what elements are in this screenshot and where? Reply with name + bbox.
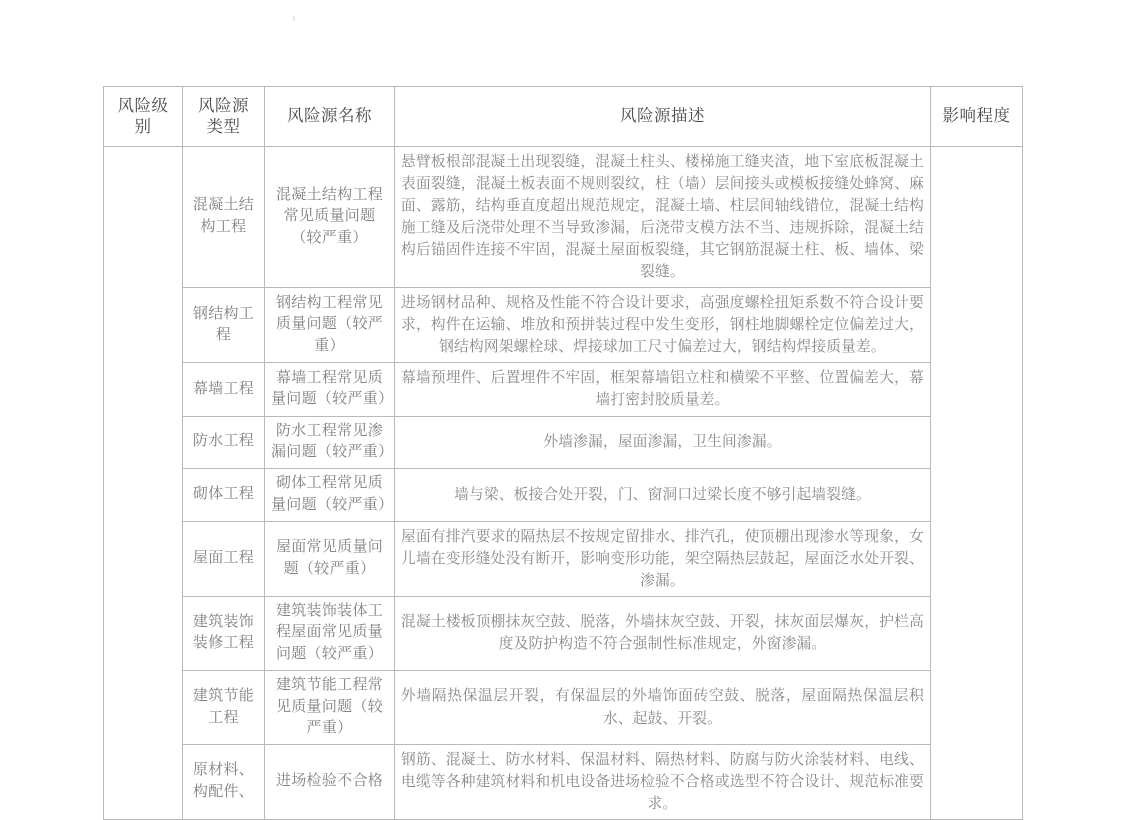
column-header-risk-source-description: 风险源描述 bbox=[395, 87, 931, 147]
cell-impact-degree bbox=[931, 147, 1023, 820]
cell-risk-source-name: 砌体工程常见质量问题（较严重） bbox=[265, 469, 395, 522]
column-header-risk-level: 风险级别 bbox=[104, 87, 183, 147]
cell-risk-level bbox=[104, 147, 183, 820]
cell-risk-source-description: 钢筋、混凝土、防水材料、保温材料、隔热材料、防腐与防火涂装材料、电线、电缆等各种建筑材料和机电设备进场检验不合格或选型不符合设计、规范标准要求。 bbox=[395, 745, 931, 820]
column-header-impact-degree: 影响程度 bbox=[931, 87, 1023, 147]
table-row bbox=[104, 363, 1023, 416]
cell-risk-source-name: 建筑装饰装体工程屋面常见质量问题（较严重） bbox=[265, 596, 395, 670]
table-row bbox=[104, 745, 1023, 820]
column-header-type-line1: 风险源 bbox=[198, 96, 249, 116]
table-row bbox=[104, 416, 1023, 469]
cell-risk-source-description: 墙与梁、板接合处开裂，门、窗洞口过梁长度不够引起墙裂缝。 bbox=[395, 469, 931, 522]
cell-risk-source-type: 混凝土结构工程 bbox=[183, 147, 265, 288]
cell-risk-source-type: 防水工程 bbox=[183, 416, 265, 469]
cell-risk-source-type: 屋面工程 bbox=[183, 521, 265, 596]
scan-artifact-speck bbox=[293, 16, 295, 21]
cell-risk-source-type: 钢结构工程 bbox=[183, 288, 265, 363]
cell-risk-source-description: 混凝土楼板顶棚抹灰空鼓、脱落，外墙抹灰空鼓、开裂，抹灰面层爆灰，护栏高度及防护构造不符合强制性标准规定，外窗渗漏。 bbox=[395, 596, 931, 670]
cell-risk-source-name: 建筑节能工程常见质量问题（较严重） bbox=[265, 670, 395, 744]
cell-risk-source-description: 屋面有排汽要求的隔热层不按规定留排水、排汽孔，使顶棚出现渗水等现象，女儿墙在变形缝处没有断开，影响变形功能，架空隔热层鼓起，屋面泛水处开裂、渗漏。 bbox=[395, 521, 931, 596]
cell-risk-source-type: 原材料、构配件、 bbox=[183, 745, 265, 820]
cell-risk-source-name: 混凝土结构工程常见质量问题（较严重） bbox=[265, 147, 395, 288]
table-row bbox=[104, 288, 1023, 363]
cell-risk-source-description: 外墙渗漏，屋面渗漏，卫生间渗漏。 bbox=[395, 416, 931, 469]
cell-risk-source-type: 砌体工程 bbox=[183, 469, 265, 522]
table-row bbox=[104, 147, 1023, 288]
cell-risk-source-description: 外墙隔热保温层开裂，有保温层的外墙饰面砖空鼓、脱落，屋面隔热保温层积水、起鼓、开裂。 bbox=[395, 670, 931, 744]
cell-risk-source-type: 建筑节能工程 bbox=[183, 670, 265, 744]
cell-risk-source-name: 防水工程常见渗漏问题（较严重） bbox=[265, 416, 395, 469]
cell-risk-source-type: 幕墙工程 bbox=[183, 363, 265, 416]
table-row bbox=[104, 596, 1023, 670]
cell-risk-source-description: 进场钢材品种、规格及性能不符合设计要求，高强度螺栓扭矩系数不符合设计要求，构件在运输、堆放和预拼装过程中发生变形，钢柱地脚螺栓定位偏差过大，钢结构网架螺栓球、焊接球加工尺寸偏差过大，钢结构焊接质量差。 bbox=[395, 288, 931, 363]
table-row bbox=[104, 521, 1023, 596]
cell-risk-source-name: 幕墙工程常见质量问题（较严重） bbox=[265, 363, 395, 416]
cell-risk-source-description: 幕墙预埋件、后置埋件不牢固，框架幕墙铝立柱和横梁不平整、位置偏差大，幕墙打密封胶质量差。 bbox=[395, 363, 931, 416]
cell-risk-source-description: 悬臂板根部混凝土出现裂缝，混凝土柱头、楼梯施工缝夹渣，地下室底板混凝土表面裂缝，混凝土板表面不规则裂纹，柱（墙）层间接头或模板接缝处蜂窝、麻面、露筋，结构垂直度超出规范规定，混凝土墙、柱层间轴线错位，混凝土结构施工缝及后浇带处理不当导致渗漏，后浇带支模方法不当、违规拆除，混凝土结构后锚固件连接不牢固，混凝土屋面板裂缝，其它钢筋混凝土柱、板、墙体、梁裂缝。 bbox=[395, 147, 931, 288]
cell-risk-source-type: 建筑装饰装修工程 bbox=[183, 596, 265, 670]
table-row bbox=[104, 469, 1023, 522]
cell-risk-source-name: 屋面常见质量问题（较严重） bbox=[265, 521, 395, 596]
table-header-row bbox=[104, 87, 1023, 147]
column-header-type-line2: 类型 bbox=[206, 116, 241, 136]
risk-source-table bbox=[103, 86, 1023, 820]
column-header-risk-source-type bbox=[183, 87, 265, 147]
risk-source-table-container bbox=[103, 86, 1022, 820]
column-header-risk-source-name: 风险源名称 bbox=[265, 87, 395, 147]
table-body bbox=[104, 147, 1023, 820]
cell-risk-source-name: 钢结构工程常见质量问题（较严重） bbox=[265, 288, 395, 363]
cell-risk-source-name: 进场检验不合格 bbox=[265, 745, 395, 820]
table-row bbox=[104, 670, 1023, 744]
table-header bbox=[104, 87, 1023, 147]
